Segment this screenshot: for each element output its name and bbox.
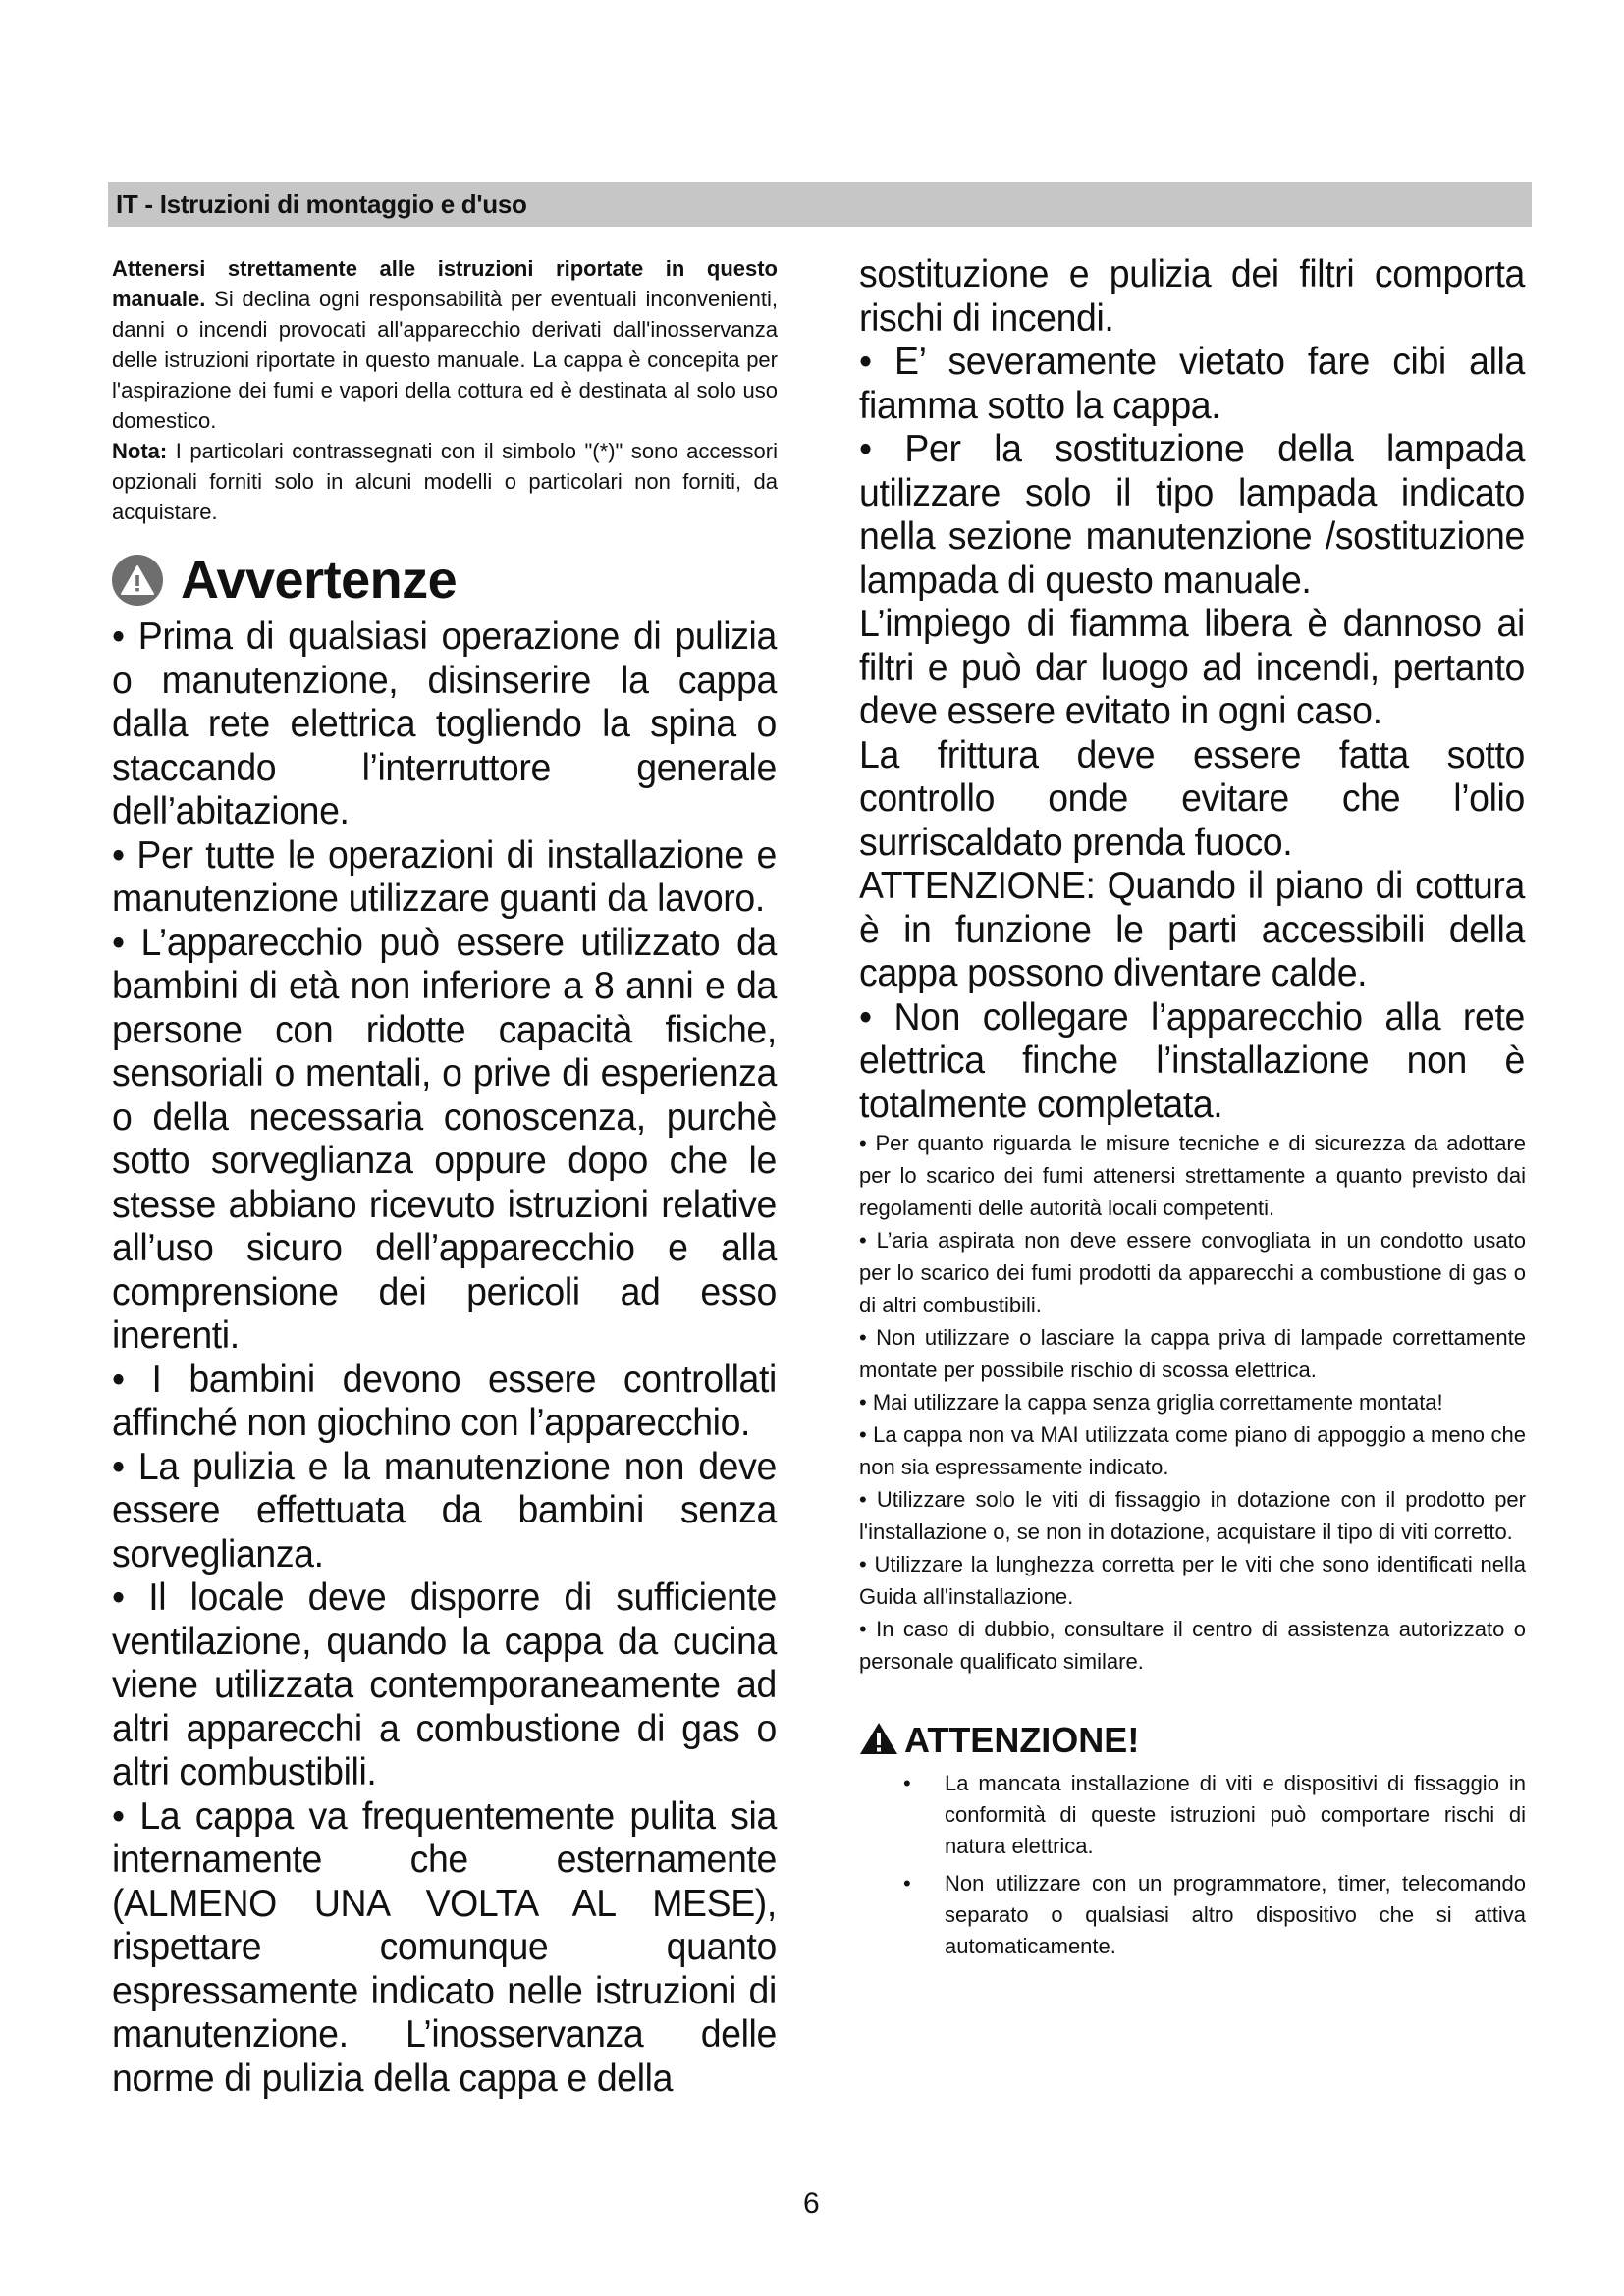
intro-bold-lead: Attenersi strettamente alle istruzioni riportate in questo manuale. <box>112 256 778 311</box>
safety-paragraph: • Non utilizzare o lasciare la cappa priva di lampade correttamente montate per possibile rischio di scossa elettrica. <box>859 1325 1526 1382</box>
avvertenze-title: Avvertenze <box>181 551 458 610</box>
warning-paragraph: sostituzione e pulizia dei filtri comporta rischi di incendi. <box>859 253 1525 340</box>
warning-paragraph: L’impiego di fiamma libera è dannoso ai filtri e può dar luogo ad incendi, pertanto deve essere evitato in ogni caso. <box>859 603 1525 732</box>
attenzione-heading <box>859 1721 1526 1760</box>
page-number: 6 <box>803 2187 820 2219</box>
safety-paragraph: • Utilizzare solo le viti di fissaggio in dotazione con il prodotto per l'installazione o, se non in dotazione, acquistare il tipo di viti corretto. <box>859 1487 1526 1544</box>
warning-paragraph: • L’apparecchio può essere utilizzato da bambini di età non inferiore a 8 anni e da persone con ridotte capacità fisiche, sensoriali o mentali, o prive di esperienza o della necessaria conoscenza, purchè sotto sorveglianza oppure dopo che le stesse abbiano ricevuto istruzioni relative all’uso sicuro dell’apparecchio e alla comprensione dei pericoli ad esso inerenti. <box>112 921 777 1357</box>
warning-circle-icon <box>112 555 163 606</box>
safety-paragraph: • Per quanto riguarda le misure tecniche e di sicurezza da adottare per lo scarico dei fumi attenersi strettamente a quanto previsto dai regolamenti delle autorità locali competenti. <box>859 1131 1526 1220</box>
left-column <box>112 253 778 2101</box>
intro-paragraph <box>112 253 778 436</box>
warning-paragraph: La frittura deve essere fatta sotto controllo onde evitare che l’olio surriscaldato prenda fuoco. <box>859 733 1525 864</box>
attenzione-title: ATTENZIONE! <box>904 1720 1140 1760</box>
warning-paragraph: • Il locale deve disporre di sufficiente ventilazione, quando la cappa da cucina viene utilizzata contemporaneamente ad altri apparecchi a combustione di gas o altri combustibili. <box>112 1576 777 1793</box>
safety-paragraph: • L’aria aspirata non deve essere convogliata in un condotto usato per lo scarico dei fumi prodotti da apparecchi a combustione di gas o di altri combustibili. <box>859 1228 1526 1317</box>
note-label: Nota: <box>112 439 168 463</box>
avvertenze-heading <box>112 551 778 610</box>
warning-paragraph: • Non collegare l’apparecchio alla rete elettrica finche l’installazione non è totalmente completata. <box>859 995 1525 1126</box>
warning-paragraph: • Per la sostituzione della lampada utilizzare solo il tipo lampada indicato nella sezione manutenzione /sostituzione lampada di questo manuale. <box>859 428 1525 602</box>
list-item: • Non utilizzare con un programmatore, timer, telecomando separato o qualsiasi altro dispositivo che si attiva automaticamente. <box>903 1868 1526 1962</box>
safety-paragraph: • In caso di dubbio, consultare il centro di assistenza autorizzato o personale qualificato similare. <box>859 1617 1526 1674</box>
note-paragraph <box>112 436 778 527</box>
intro-text: Si declina ogni responsabilità per eventuali inconvenienti, danni o incendi provocati all'apparecchio derivati dall'inosservanza delle istruzioni riportate in questo manuale. La cappa è concepita per l'aspirazione dei fumi e vapori della cottura ed è destinata al solo uso domestico. <box>112 287 778 433</box>
attenzione-list <box>903 1768 1526 1962</box>
right-column <box>859 253 1526 1968</box>
safety-paragraph: • Utilizzare la lunghezza corretta per le viti che sono identificati nella Guida all'installazione. <box>859 1552 1526 1609</box>
warning-paragraph: • E’ severamente vietato fare cibi alla fiamma sotto la cappa. <box>859 341 1525 427</box>
note-text: I particolari contrassegnati con il simbolo "(*)" sono accessori opzionali forniti solo in alcuni modelli o particolari non forniti, da acquistare. <box>112 439 778 524</box>
safety-paragraph: • La cappa non va MAI utilizzata come piano di appoggio a meno che non sia espressamente indicato. <box>859 1422 1526 1479</box>
list-item: • La mancata installazione di viti e dispositivi di fissaggio in conformità di queste istruzioni può comportare rischi di natura elettrica. <box>903 1768 1526 1862</box>
section-header-title: IT - Istruzioni di montaggio e d'uso <box>116 189 527 219</box>
warning-paragraph: • Per tutte le operazioni di installazione e manutenzione utilizzare guanti da lavoro. <box>112 833 777 920</box>
section-header-bar <box>108 182 1532 227</box>
warning-paragraph: • La cappa va frequentemente pulita sia internamente che esternamente (ALMENO UNA VOLTA AL MESE), rispettare comunque quanto espressamente indicato nelle istruzioni di manutenzione. L’inosservanza delle norme di pulizia della cappa e della <box>112 1794 777 2100</box>
safety-paragraph: • Mai utilizzare la cappa senza griglia correttamente montata! <box>859 1390 1443 1415</box>
warning-paragraph: • La pulizia e la manutenzione non deve essere effettuata da bambini senza sorveglianza. <box>112 1445 777 1575</box>
warning-triangle-icon <box>859 1722 898 1760</box>
warning-paragraph: ATTENZIONE: Quando il piano di cottura è in funzione le parti accessibili della cappa possono diventare calde. <box>859 865 1525 994</box>
warning-paragraph: • Prima di qualsiasi operazione di pulizia o manutenzione, disinserire la cappa dalla rete elettrica togliendo la spina o staccando l’interruttore generale dell’abitazione. <box>112 615 777 832</box>
warning-paragraph: • I bambini devono essere controllati affinché non giochino con l’apparecchio. <box>112 1358 777 1444</box>
